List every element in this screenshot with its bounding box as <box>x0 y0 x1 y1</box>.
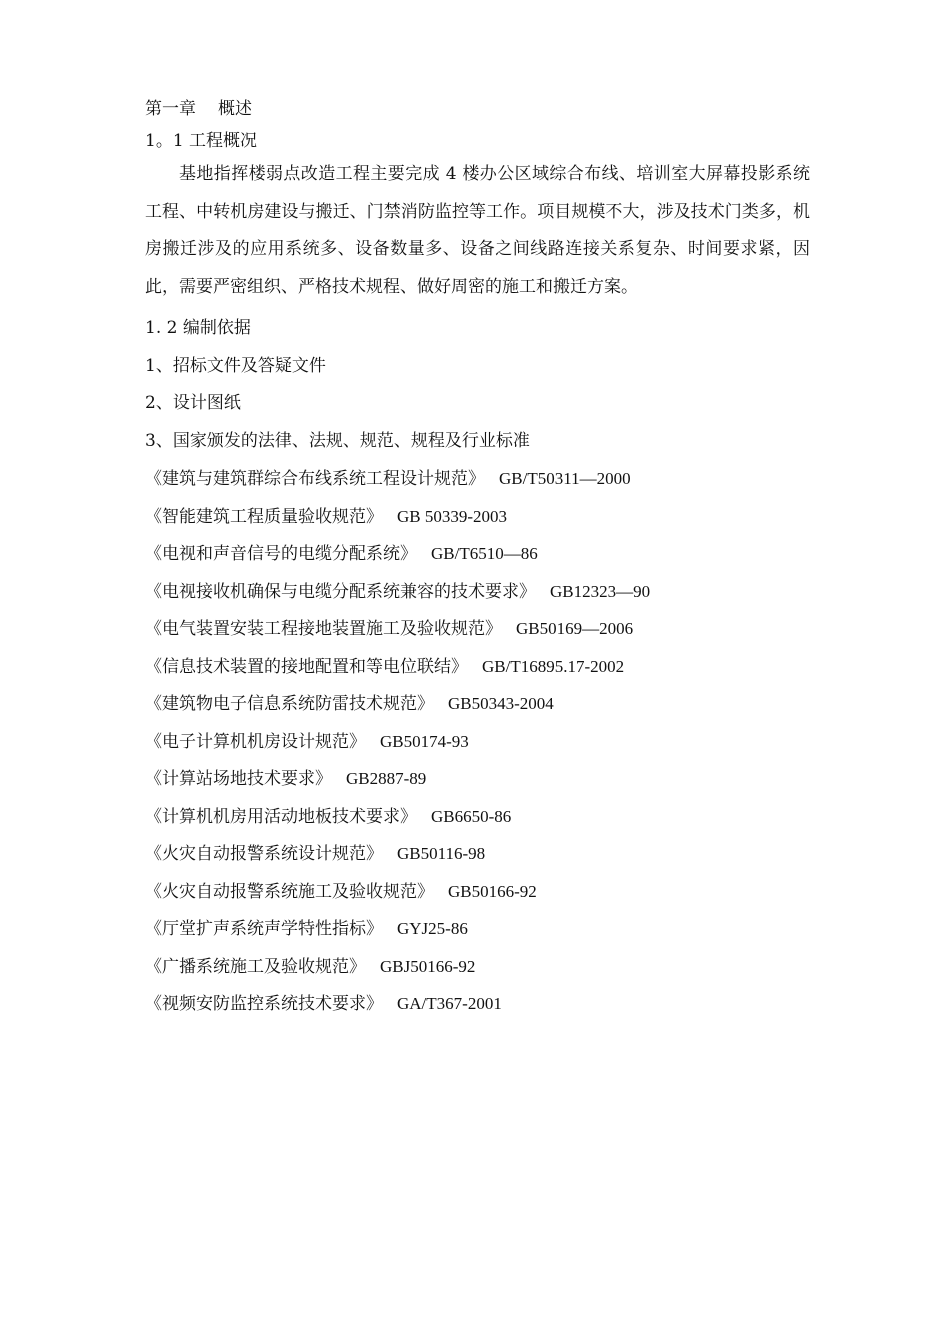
standard-item <box>145 573 810 611</box>
standard-name: 《电子计算机机房设计规范》 <box>145 731 366 752</box>
standard-name: 《火灾自动报警系统设计规范》 <box>145 844 383 864</box>
standard-name: 《电视接收机确保与电缆分配系统兼容的技术要求》 <box>145 581 536 602</box>
standard-code: GB50116-98 <box>397 844 486 863</box>
standard-code: GB50166-92 <box>448 881 537 901</box>
standards-list <box>145 460 810 1023</box>
standard-item <box>145 948 810 986</box>
standard-name: 《计算机机房用活动地板技术要求》 <box>145 806 417 827</box>
standard-name: 《火灾自动报警系统施工及验收规范》 <box>145 881 434 902</box>
standard-code: GB/T16895.17-2002 <box>482 656 625 676</box>
standard-item <box>145 723 810 761</box>
standard-item <box>145 460 810 498</box>
chapter-number: 第一章 <box>145 99 196 119</box>
standard-name: 《智能建筑工程质量验收规范》 <box>145 506 383 527</box>
basis-item: 1、招标文件及答疑文件 <box>145 355 326 376</box>
document-body <box>145 98 810 1023</box>
standard-item <box>145 610 810 648</box>
section-heading-overview: 1。1 工程概况 <box>145 131 258 151</box>
standard-item <box>145 835 810 873</box>
section-heading-basis: 1. 2 编制依据 <box>145 318 251 338</box>
standard-name: 《广播系统施工及验收规范》 <box>145 956 366 977</box>
standard-item <box>145 985 810 1023</box>
standard-name: 《信息技术装置的接地配置和等电位联结》 <box>145 656 468 677</box>
standard-code: GB6650-86 <box>431 806 512 826</box>
standard-code: GBJ50166-92 <box>380 956 476 976</box>
standard-code: GB12323—90 <box>550 581 651 601</box>
basis-item: 2、设计图纸 <box>145 393 241 413</box>
standard-name: 《电视和声音信号的电缆分配系统》 <box>145 544 417 564</box>
standard-code: GB50343-2004 <box>448 694 554 713</box>
overview-paragraph: 基地指挥楼弱点改造工程主要完成 4 楼办公区域综合布线、培训室大屏幕投影系统工程、中转机房建设与搬迁、门禁消防监控等工作。项目规模不大，涉及技术门类多，机房搬迁涉及的应用系统多、设备数量多、设备之间线路连接关系复杂、时间要求紧，因此，需要严密组织、严格技术规程、做好周密的施工和搬迁方案。 <box>145 164 810 297</box>
standard-name: 《厅堂扩声系统声学特性指标》 <box>145 919 383 939</box>
standard-code: GB50169—2006 <box>516 619 634 638</box>
standard-item <box>145 535 810 573</box>
standard-item <box>145 760 810 798</box>
standard-code: GB/T6510—86 <box>431 544 538 563</box>
chapter-heading <box>145 98 810 120</box>
standard-code: GB/T50311—2000 <box>499 469 631 488</box>
standard-item <box>145 685 810 723</box>
standard-name: 《建筑物电子信息系统防雷技术规范》 <box>145 694 434 714</box>
standard-name: 《视频安防监控系统技术要求》 <box>145 994 383 1014</box>
standard-name: 《电气装置安装工程接地装置施工及验收规范》 <box>145 619 502 639</box>
standard-code: GB 50339-2003 <box>397 506 508 526</box>
basis-item: 3、国家颁发的法律、法规、规范、规程及行业标准 <box>145 430 530 451</box>
standard-code: GB50174-93 <box>380 731 469 751</box>
standard-name: 《计算站场地技术要求》 <box>145 769 332 789</box>
standard-name: 《建筑与建筑群综合布线系统工程设计规范》 <box>145 469 485 489</box>
standard-code: GYJ25-86 <box>397 919 468 938</box>
standard-item <box>145 648 810 686</box>
standard-item <box>145 798 810 836</box>
standard-item <box>145 910 810 948</box>
standard-item <box>145 498 810 536</box>
standard-item <box>145 873 810 911</box>
chapter-title: 概述 <box>218 99 252 119</box>
standard-code: GB2887-89 <box>346 769 427 788</box>
standard-code: GA/T367-2001 <box>397 994 502 1013</box>
